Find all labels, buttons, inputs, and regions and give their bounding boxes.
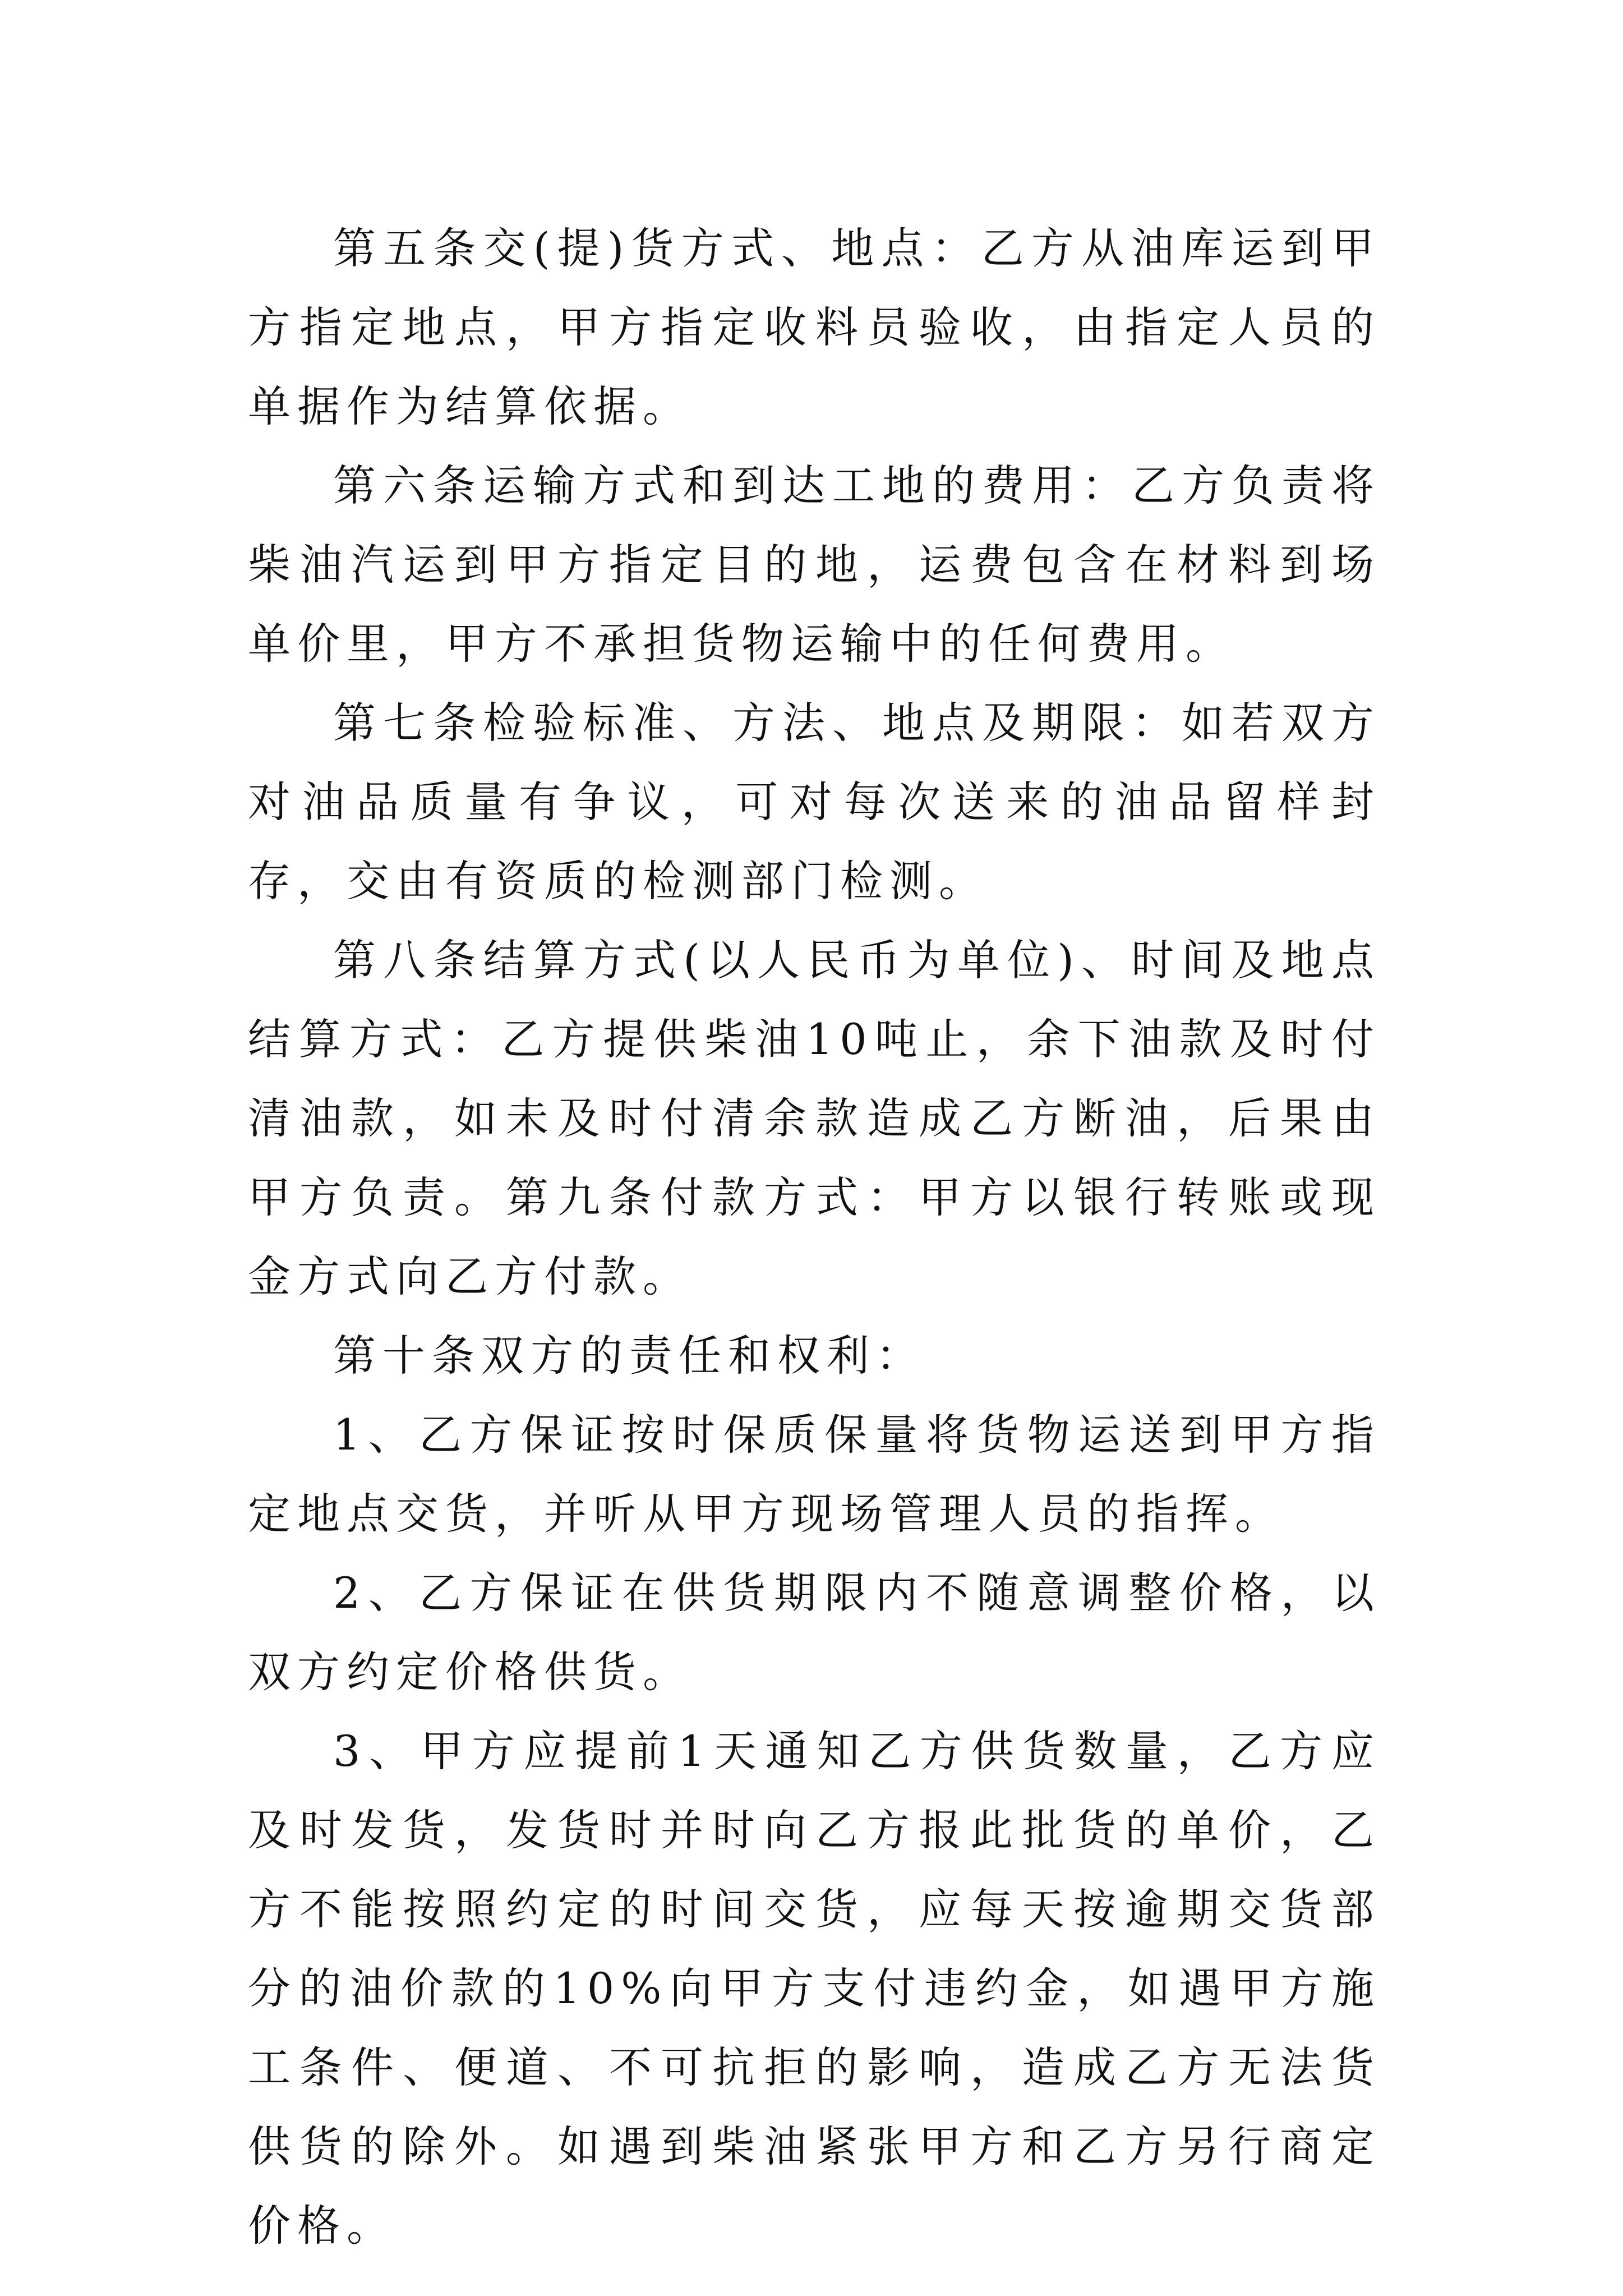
- paragraph-article-10-heading: 第十条双方的责任和权利：: [333, 1331, 925, 1381]
- paragraph-article-7: 第七条检验标准、方法、地点及期限：如若双方对油品质量有争议，可对每次送来的油品留样封存，交由有资质的检测部门检测。: [248, 698, 1381, 906]
- paragraph-article-6: 第六条运输方式和到达工地的费用：乙方负责将柴油汽运到甲方指定目的地，运费包含在材料到场单价里，甲方不承担货物运输中的任何费用。: [248, 461, 1381, 669]
- paragraph-article-8: 第八条结算方式(以人民币为单位)、时间及地点结算方式：乙方提供柴油10吨止，余下油款及时付清油款，如未及时付清余款造成乙方断油，后果由甲方负责。第九条付款方式：甲方以银行转账或现金方式向乙方付款。: [248, 935, 1381, 1301]
- paragraph-item-1: 1、乙方保证按时保质保量将货物运送到甲方指定地点交货，并听从甲方现场管理人员的指挥。: [248, 1410, 1381, 1539]
- paragraph-item-3: 3、甲方应提前1天通知乙方供货数量，乙方应及时发货，发货时并时向乙方报此批货的单价，乙方不能按照约定的时间交货，应每天按逾期交货部分的油价款的10%向甲方支付违约金，如遇甲方施工条件、便道、不可抗拒的影响，造成乙方无法货供货的除外。如遇到柴油紧张甲方和乙方另行商定价格。: [248, 1726, 1381, 2251]
- paragraph-item-2: 2、乙方保证在供货期限内不随意调整价格，以双方约定价格供货。: [248, 1568, 1381, 1697]
- document-body: [248, 209, 1381, 2265]
- paragraph-article-5: 第五条交(提)货方式、地点：乙方从油库运到甲方指定地点，甲方指定收料员验收，由指定人员的单据作为结算依据。: [248, 223, 1381, 431]
